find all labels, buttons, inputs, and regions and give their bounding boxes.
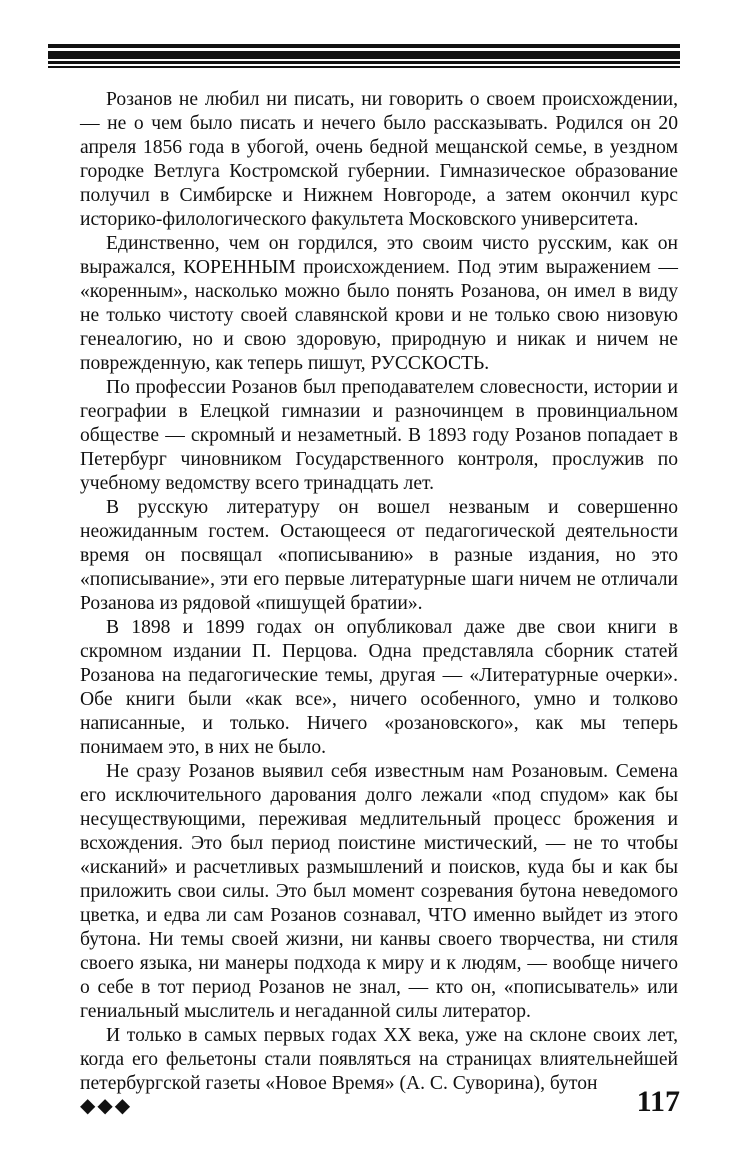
header-rule-line xyxy=(48,61,680,64)
page-number: 117 xyxy=(636,1085,680,1118)
paragraph: По профессии Розанов был преподавателем словесности, истории и географии в Елецкой гимназии и разночинцем в провинциальном обществе — скромный и незаметный. В 1893 году Розанов попадает в Петербург чиновником Государственного контроля, прослужив по учебному ведомству всего тринадцать лет. xyxy=(80,377,678,494)
paragraph: Не сразу Розанов выявил себя известным нам Розановым. Семена его исключительного дарования долго лежали «под спудом» как бы несуществующими, переживая медлительный процесс брожения и всхождения. Это был период поистине мистический, — не то чтобы «исканий» и расчетливых размышлений и поисков, куда бы и как бы приложить свои силы. Это был момент созревания бутона неведомого цветка, и едва ли сам Розанов сознавал, ЧТО именно выйдет из этого бутона. Ни темы своей жизни, ни канвы своего творчества, ни стиля своего языка, ни манеры подхода к миру и к людям, — вообще ничего о себе в тот период Розанов не знал, — кто он, «пописыватель» или гениальный мыслитель и негаданной силы литератор. xyxy=(80,761,678,1022)
body-text xyxy=(80,88,678,1096)
paragraph: Единственно, чем он гордился, это своим чисто русским, как он выражался, КОРЕННЫМ происхождением. Под этим выражением — «коренным», насколько можно было понять Розанова, он имел в виду не только чистоту своей славянской крови и не только свою низовую генеалогию, но и свою здоровую, природную и никак и ничем не поврежденную, как теперь пишут, РУССКОСТЬ. xyxy=(80,233,678,374)
paragraph: Розанов не любил ни писать, ни говорить о своем происхождении, — не о чем было писать и нечего было рассказывать. Родился он 20 апреля 1856 года в убогой, очень бедной мещанской семье, в уездном городке Ветлуга Костромской губернии. Гимназическое образование получил в Симбирске и Нижнем Новгороде, а затем окончил курс историко-филологического факультета Московского университета. xyxy=(80,89,678,230)
footer-ornament: ◆◆◆ xyxy=(80,1093,133,1117)
paragraph: И только в самых первых годах XX века, уже на склоне своих лет, когда его фельетоны стали появляться на страницах влиятельнейшей петербургской газеты «Новое Время» (А. С. Суворина), бутон xyxy=(80,1025,678,1094)
header-rule-line xyxy=(48,44,680,48)
paragraph: В русскую литературу он вошел незваным и совершенно неожиданным гостем. Остающееся от педагогической деятельности время он посвящал «пописыванию» в разные издания, но это «пописывание», эти его первые литературные шаги ничем не отличали Розанова из рядовой «пишущей братии». xyxy=(80,497,678,614)
header-rule-line xyxy=(48,51,680,59)
header-rule-line xyxy=(48,66,680,68)
paragraph: В 1898 и 1899 годах он опубликовал даже две свои книги в скромном издании П. Перцова. Одна представляла сборник статей Розанова на педагогические темы, другая — «Литературные очерки». Обе книги были «как все», ничего особенного, умно и толково написанные, и только. Ничего «розановского», как мы теперь понимаем это, в них не было. xyxy=(80,617,678,758)
